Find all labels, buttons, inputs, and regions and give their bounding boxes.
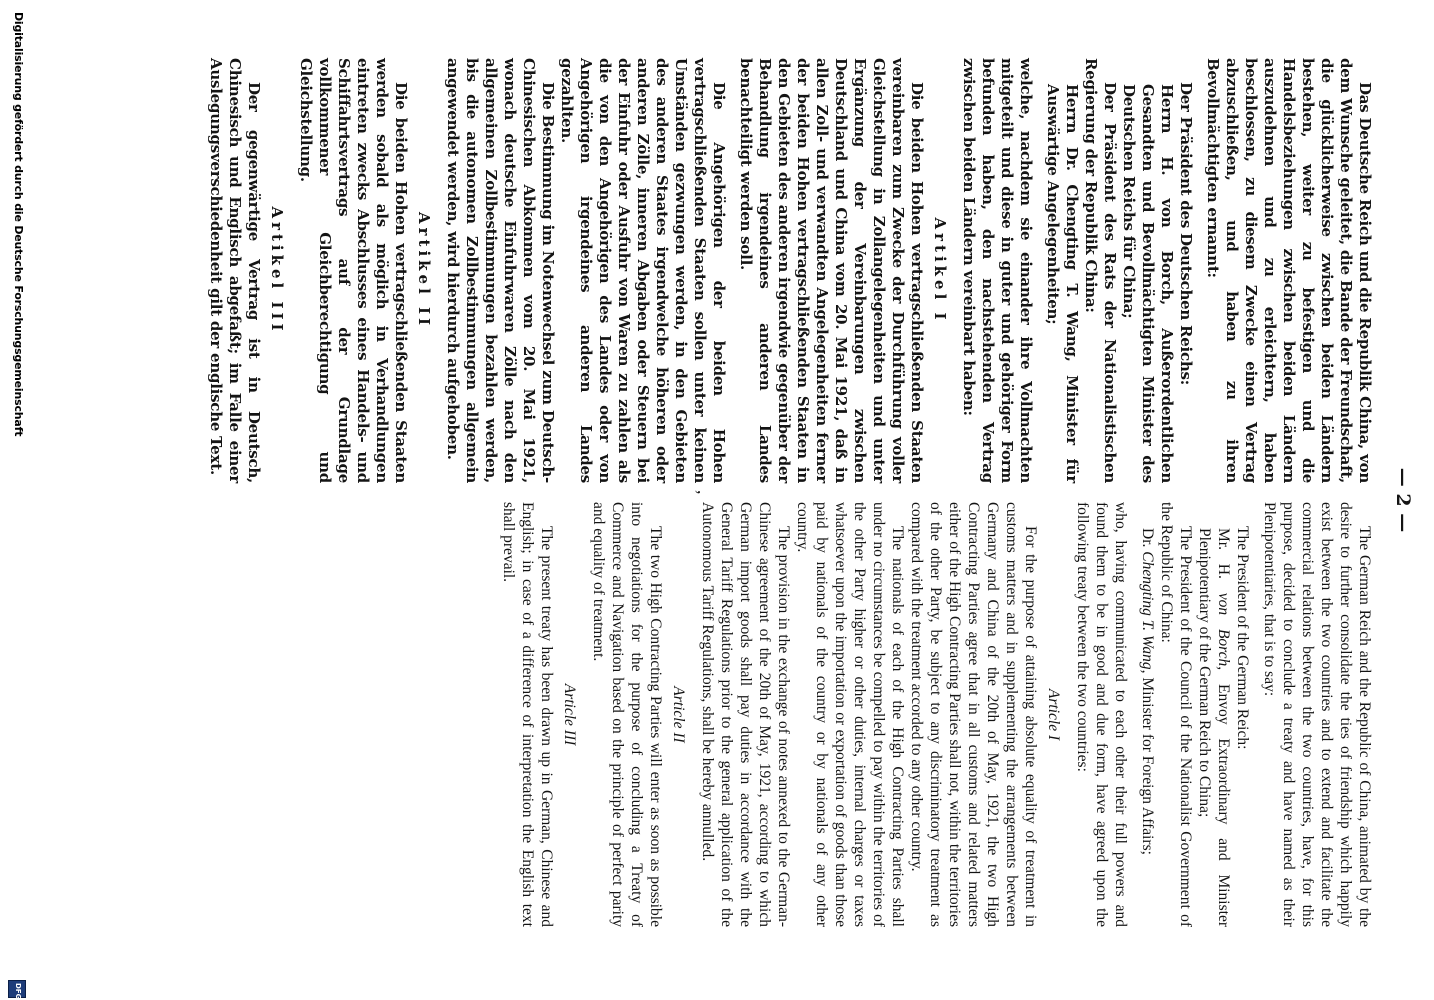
german-article-1-para-1: Die beiden Hohen vertragschließenden Staaten vereinbaren zum Zwecke der Durchführung voller Gleichstellung in Zollangelegenheiten und unter Ergänzung der Vereinbarungen zwischen Deutschland und China vom 20. Mai 1921, daß in allen Zoll- und verwandten Angelegenheiten ferner der beiden Hohen vertragschließenden Staaten in den Gebieten des anderen irgendwie gegenüber der Behandlung irgendeines anderen Landes benachteiligt werden soll. (737, 58, 926, 483)
english-borch-name: von Borch, (1215, 592, 1232, 671)
english-wang (1138, 502, 1157, 927)
german-article-3-heading: Artikel III (268, 206, 286, 335)
english-article-1-para-3: The provision in the exchange of notes annexed to the German-Chinese agreement of the 20th of May, 1921, according to which German import goods shall pay duties in accordance with the General Tariff Regulations prior to the general application of the Autonomous Tariff Regulations, shall be hereby annulled. (699, 502, 792, 927)
german-article-2-para: Die beiden Hohen vertragschließenden Staaten werden sobald als möglich in Verhandlungen eintreten zwecks Abschlusses eines Handels- und Schiffahrtsvertrags auf der Grundlage vollkommener Gleichberechtigung und Gleichstellung. (297, 58, 410, 483)
footer-credit-text: Digitalisierung gefördert durch die Deutsche Forschungsgemeinschaft (12, 12, 25, 437)
german-article-3-para: Der gegenwärtige Vertrag ist in Deutsch, Chinesisch und Englisch abgefaßt; im Falle einer Auslegungsverschiedenheit gilt der englische Text. (207, 58, 263, 483)
english-article-1-para-1: For the purpose of attaining absolute equality of treatment in customs matters and in supplementing the arrangements between Germany and China of the 20th of May, 1921, the two High Contracting Parties agree that in all customs and related matters either of the High Contracting Parties shall not, within the territories of the other Party, be subject to any discriminatory treatment as compared with the treatment accorded to any other country. (908, 502, 1039, 927)
english-article-1-heading: Article I (1045, 688, 1062, 741)
english-article-1-para-2: The nationals of each of the High Contracting Parties shall under no circumstances be compelled to pay within the territories of the other Party higher or other duties, internal charges or taxes whatsoever upon the importation or exportation of goods than those paid by nationals of the country or by nationals of any other country. (794, 502, 906, 927)
german-wang: Herrn Dr. Chengting T. Wang, Minister für Auswärtige Angelegenheiten; (1044, 84, 1081, 483)
english-wang-prefix: Dr. (1139, 528, 1156, 552)
german-article-1-para-2: Die Angehörigen der beiden Hohen vertragschließenden Staaten sollen unter keinen Umständen gezwungen werden, in den Gebieten des anderen Staates irgendwelche höheren oder anderen Zölle, inneren Abgaben oder Steuern bei der Einfuhr oder Ausfuhr von Waren zu zahlen als die von den Angehörigen des Landes oder von Angehörigen irgendeines anderen Landes gezahlten. (558, 58, 728, 483)
german-borch: Herrn H. von Borch, Außerordentlichen Gesandten und Bevollmächtigten Minister des Deutschen Reichs für China; (1120, 84, 1176, 483)
german-powers: welche, nachdem sie einander ihre Vollmachten mitgeteilt und diese in guter und gehöriger Form befunden haben, den nachstehenden Vertrag zwischen beiden Ländern vereinbart haben: (960, 58, 1035, 483)
german-article-2-heading: Artikel II (415, 211, 433, 330)
dfg-logo-icon (8, 980, 26, 998)
german-president-reich: Der Präsident des Deutschen Reichs: (1177, 82, 1195, 386)
german-column (206, 58, 1374, 483)
english-president-reich: The President of the German Reich: (1234, 526, 1251, 750)
page-number: — 2 — (1392, 467, 1414, 533)
english-borch-prefix: Mr. H. (1215, 528, 1232, 593)
german-intro: Das Deutsche Reich und die Republik China, von dem Wunsche geleitet, die Bande der Freundschaft, die glücklicherweise zwischen beiden Ländern bestehen, weiter zu befestigen und die Handelsbeziehungen zwischen beiden Ländern auszudehnen und zu erleichtern, haben beschlossen, zu diesem Zwecke einen Vertrag abzuschließen, und haben zu ihren Bevollmächtigten ernannt: (1204, 58, 1374, 483)
stray-mark: , (694, 490, 714, 495)
english-borch-suffix: Envoy Extraordinary and Minister Plenipotentiary of the German Reich to China; (1196, 528, 1232, 927)
english-article-3-heading: Article III (561, 683, 578, 746)
english-article-2-para: The two High Contracting Parties will enter as soon as possible into negotiations for the purpose of concluding a Treaty of Commerce and Navigation based on the principle of perfect parity and equality of treatment. (590, 502, 664, 927)
german-article-1-para-3: Die Bestimmung im Notenwechsel zum Deutsch-Chinesischen Abkommen vom 20. Mai 1921, wonach deutsche Einfuhrwaren Zölle nach den allgemeinen Zollbestimmungen bezahlen werden, bis die autonomen Zollbestimmungen allgemein angewendet werden, wird hierdurch aufgehoben. (444, 58, 557, 483)
english-column (499, 502, 1374, 927)
english-borch (1195, 502, 1233, 927)
english-president-council: The President of the Council of the Nationalist Government of the Republic of China: (1158, 502, 1194, 927)
english-wang-suffix: Minister for Foreign Affairs; (1139, 673, 1156, 855)
english-wang-name: Chengting T. Wang, (1139, 551, 1156, 674)
digitization-footer (4, 0, 28, 1000)
german-president-council: Der Präsident des Rats der Nationalistischen Regierung der Republik China: (1082, 58, 1119, 483)
dfg-logo-text: DFG (14, 983, 22, 1000)
english-intro: The German Reich and the Republic of China, animated by the desire to further consolidate the ties of friendship which happily exist between the two countries and to extend and facilitate the commercial relations between the two countries, have, for this purpose, decided to conclude a treaty and have named as their Plenipotentiaries, that is to say: (1261, 502, 1373, 927)
english-article-2-heading: Article II (670, 686, 687, 743)
english-powers: who, having communicated to each other their full powers and found them to be in good and due form, have agreed upon the following treaty between the two countries: (1074, 502, 1129, 927)
german-article-1-heading: Artikel I (931, 217, 949, 324)
english-article-3-para: The present treaty has been drawn up in German, Chinese and English; in case of a difference of interpretation the English text shall prevail. (500, 502, 555, 927)
